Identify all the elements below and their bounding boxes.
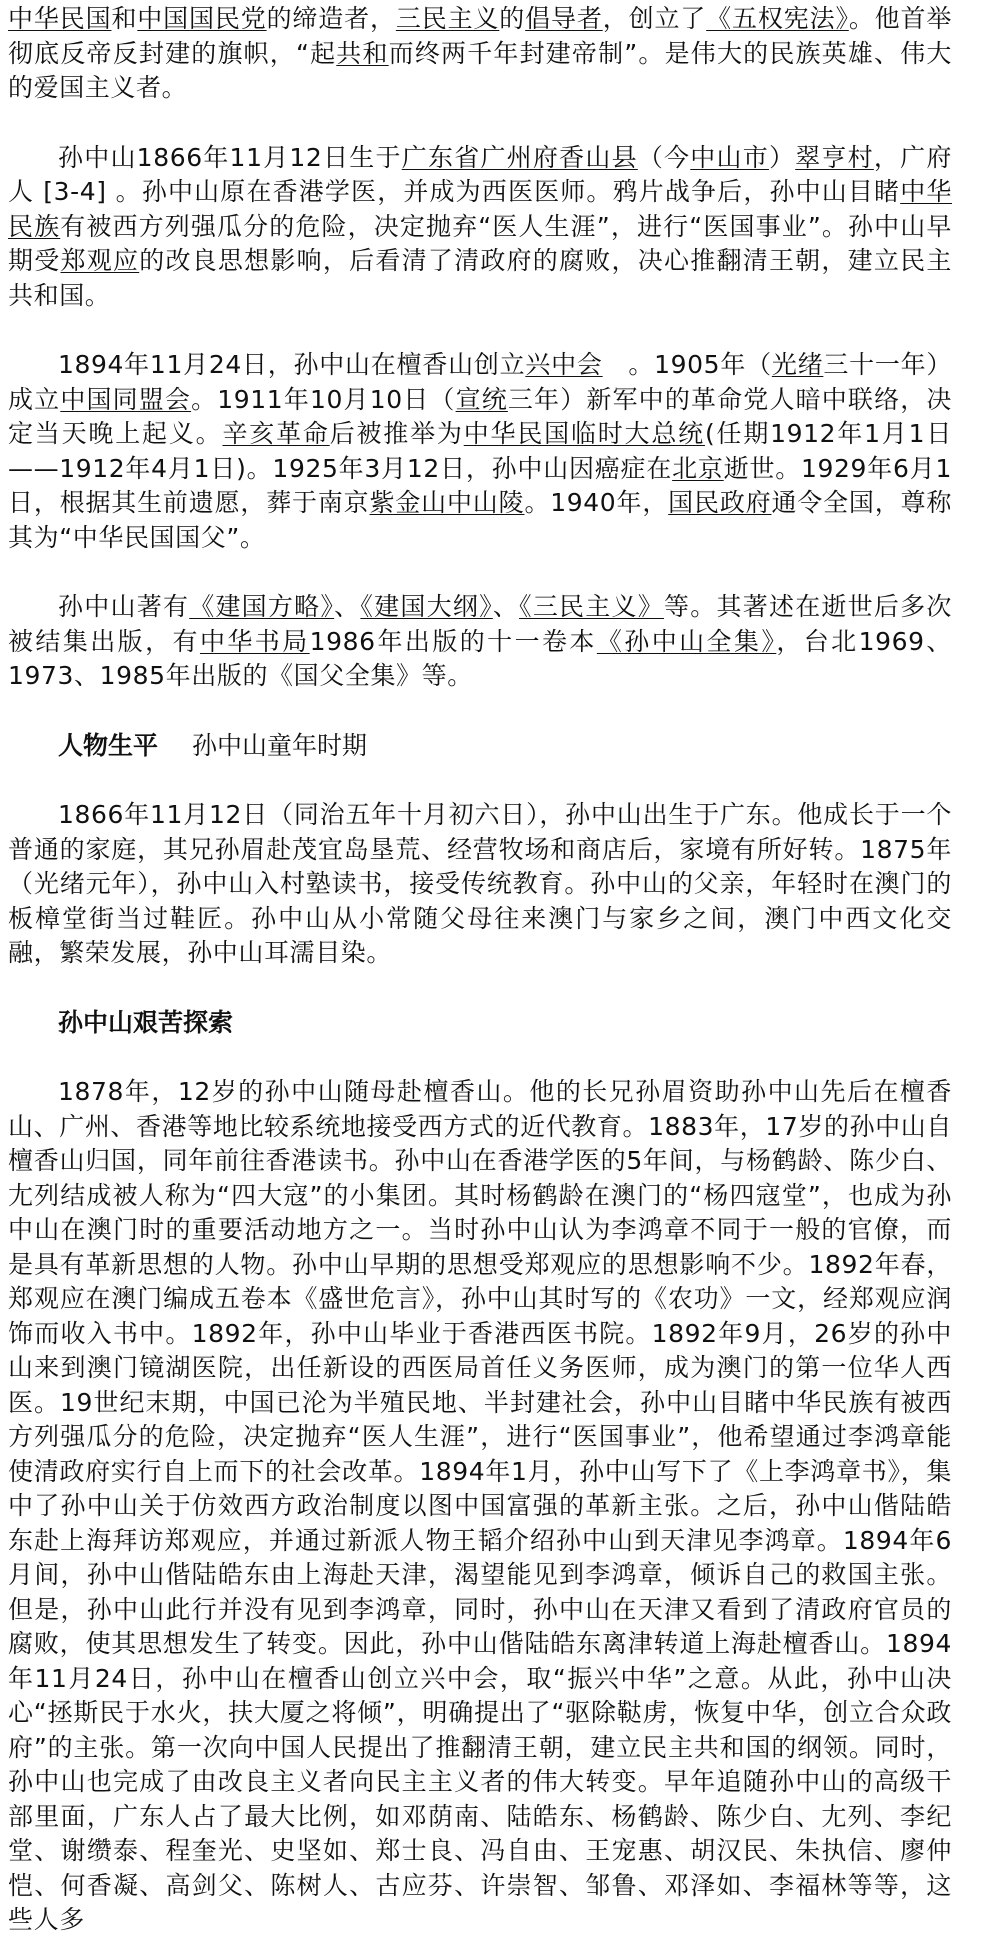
inline-link[interactable]: 中国同盟会 [60, 384, 192, 414]
inline-link[interactable]: 中华民国 [8, 4, 112, 33]
text-run: 有被西方列强瓜分的危险，决定抛弃“医人生涯”，进行“医国事业”。孙中山早期受 [8, 211, 952, 275]
inline-link[interactable]: 北京 [672, 453, 724, 483]
section-title-exploration: 孙中山艰苦探索 [58, 1007, 234, 1037]
inline-link[interactable]: 郑观应 [60, 246, 140, 275]
text-run: 。1911年10月10日（ [191, 384, 456, 414]
inline-link[interactable]: 国民政府 [668, 488, 772, 517]
text-run: 的改良思想影响，后看清了清政府的腐败，决心推翻清王朝，建立民主共和国。 [8, 246, 952, 310]
text-run: 而终两千年封建帝制”。是伟大的民族英雄、伟大的爱国主义者。 [8, 38, 953, 102]
text-run: 的 [499, 4, 526, 33]
inline-link[interactable]: 《三民主义》 [519, 592, 665, 621]
exploration-paragraph: 1878年，12岁的孙中山随母赴檀香山。他的长兄孙眉资助孙中山先后在檀香山、广州、香港等地比较系统地接受西方式的近代教育。1883年，17岁的孙中山自檀香山归国，同年前往香港读书。孙中山在香港学医的5年间，与杨鹤龄、陈少白、尢列结成被人称为“四大寇”的小集团。其时杨鹤龄在澳门的“杨四寇堂”，也成为孙中山在澳门时的重要活动地方之一。当时孙中山认为李鸿章不同于一般的官僚，而是具有革新思想的人物。孙中山早期的思想受郑观应的思想影响不少。1892年春，郑观应在澳门编成五卷本《盛世危言》，孙中山其时写的《农功》一文，经郑观应润饰而收入书中。1892年，孙中山毕业于香港西医书院。1892年9月，26岁的孙中山来到澳门镜湖医院，出任新设的西医局首任义务医师，成为澳门的第一位华人西医。19世纪末期，中国已沦为半殖民地、半封建社会，孙中山目睹中华民族有被西方列强瓜分的危险，决定抛弃“医人生涯”，进行“医国事业”，他希望通过李鸿章能使清政府实行自上而下的社会改革。1894年1月，孙中山写下了《上李鸿章书》，集中了孙中山关于仿效西方政治制度以图中国富强的革新主张。之后，孙中山偕陆皓东赴上海拜访郑观应，并通过新派人物王韬介绍孙中山到天津见李鸿章。1894年6月间，孙中山偕陆皓东由上海赴天津，渴望能见到李鸿章，倾诉自己的救国主张。但是，孙中山此行并没有见到李鸿章，同时，孙中山在天津又看到了清政府官员的腐败，使其思想发生了转变。因此，孙中山偕陆皓东离津转道上海赴檀香山。1894年11月24日，孙中山在檀香山创立兴中会，取“振兴中华”之意。从此，孙中山决心“拯斯民于水火，扶大厦之将倾”，明确提出了“驱除鞑虏，恢复中华，创立合众政府”的主张。第一次向中国人民提出了推翻清王朝，建立民主共和国的纲领。同时，孙中山也完成了由改良主义者向民主主义者的伟大转变。早年追随孙中山的高级干部里面，广东人占了最大比例，如邓荫南、陆皓东、杨鹤龄、陈少白、尢列、李纪堂、谢缵泰、程奎光、史坚如、郑士良、冯自由、王宠惠、胡汉民、朱执信、廖仲恺、何香凝、高剑父、陈树人、古应芬、许崇智、邹鲁、邓泽如、李福林等等，这些人多 [8, 1077, 952, 1934]
inline-link[interactable]: 三民主义 [395, 4, 500, 33]
text-run: 1986年出版的十一卷本 [309, 626, 597, 656]
text-run: ） [768, 142, 796, 172]
inline-link[interactable]: 倡导者 [525, 4, 603, 33]
section-heading-life [8, 729, 952, 764]
inline-link[interactable]: 《建国方略》 [189, 592, 335, 621]
inline-link[interactable]: 广东省 [401, 142, 481, 172]
inline-link[interactable]: 中华书局 [199, 626, 310, 656]
childhood-paragraph: 1866年11月12日（同治五年十月初六日），孙中山出生于广东。他成长于一个普通的家庭，其兄孙眉赴茂宜岛垦荒、经营牧场和商店后，家境有所好转。1875年（光绪元年），孙中山入村塾读书，接受传统教育。孙中山的父亲，年轻时在澳门的板樟堂街当过鞋匠。孙中山从小常随父母往来澳门与家乡之间，澳门中西文化交融，繁荣发展，孙中山耳濡目染。 [8, 800, 952, 967]
inline-link[interactable]: 中国国民党 [137, 4, 267, 33]
text-run: 。1940年， [524, 488, 669, 517]
text-run: 孙中山1866年11月12日生于 [58, 142, 402, 172]
inline-link[interactable]: 《建国大纲》 [360, 592, 493, 621]
inline-link[interactable]: 光绪 [771, 350, 824, 379]
text-run: ，广府人 [3-4] 。孙中山原在香港学医，并成为西医医师。鸦片战争后，孙中山目睹 [8, 142, 952, 206]
inline-link[interactable]: 紫金山中山陵 [369, 488, 525, 517]
section-title-life: 人物生平 [58, 730, 159, 760]
text-run: （今 [637, 142, 691, 172]
text-run: 1894年11月24日，孙中山在檀香山创立 [58, 350, 526, 379]
inline-link[interactable]: 辛亥革命 [222, 419, 330, 448]
inline-link[interactable]: 共和 [336, 38, 389, 68]
text-run: 后被推举为 [329, 419, 464, 448]
works-paragraph [8, 590, 952, 694]
text-run: 通令全国，尊称其为“中华民国国父”。 [8, 488, 953, 552]
text-run: ，创立了 [602, 4, 707, 33]
inline-link[interactable]: 香山县 [559, 142, 638, 172]
inline-link[interactable]: 中山市 [690, 142, 769, 172]
inline-link[interactable]: 宣统 [455, 384, 508, 414]
bio-paragraph [8, 141, 952, 314]
text-run: 三年）新军中的革命党人暗中联络，决定当天晚上起义。 [8, 384, 952, 448]
text-run: ，台北1969、1973、1985年出版的《国父全集》等。 [8, 626, 953, 690]
text-run: 和 [111, 4, 138, 33]
text-run: 孙中山著有 [58, 592, 190, 621]
text-run: 逝世。1929年6月1日，根据其生前遗愿，葬于南京 [8, 453, 952, 517]
text-run: 的缔造者， [266, 4, 396, 33]
intro-paragraph [8, 2, 952, 106]
section-heading-exploration [8, 1006, 952, 1041]
text-run: 。1905年（ [602, 350, 772, 379]
inline-link[interactable]: 翠亨村 [795, 142, 874, 172]
inline-link[interactable]: 《孙中山全集》 [596, 626, 777, 656]
inline-link[interactable]: 中华民国临时大总统 [463, 419, 705, 448]
inline-link[interactable]: 中华民族 [8, 177, 952, 241]
inline-link[interactable]: 兴中会 [525, 350, 603, 379]
inline-link[interactable]: 《五权宪法》 [706, 4, 849, 33]
text-run: 、 [334, 592, 361, 621]
text-run: 。他首举彻底反帝反封建的旗帜，“起 [8, 4, 952, 68]
text-run: (任期1912年1月1日——1912年4月1日)。1925年3月12日，孙中山因癌症在 [8, 419, 952, 483]
text-run: 等。其著述在逝世后多次被结集出版，有 [8, 592, 952, 656]
text-run: 、 [492, 592, 520, 621]
inline-link[interactable]: 广州府 [480, 142, 560, 172]
section-subtitle-childhood: 孙中山童年时期 [192, 730, 368, 760]
events-paragraph [8, 348, 952, 555]
text-run: 三十一年）成立 [8, 350, 952, 414]
